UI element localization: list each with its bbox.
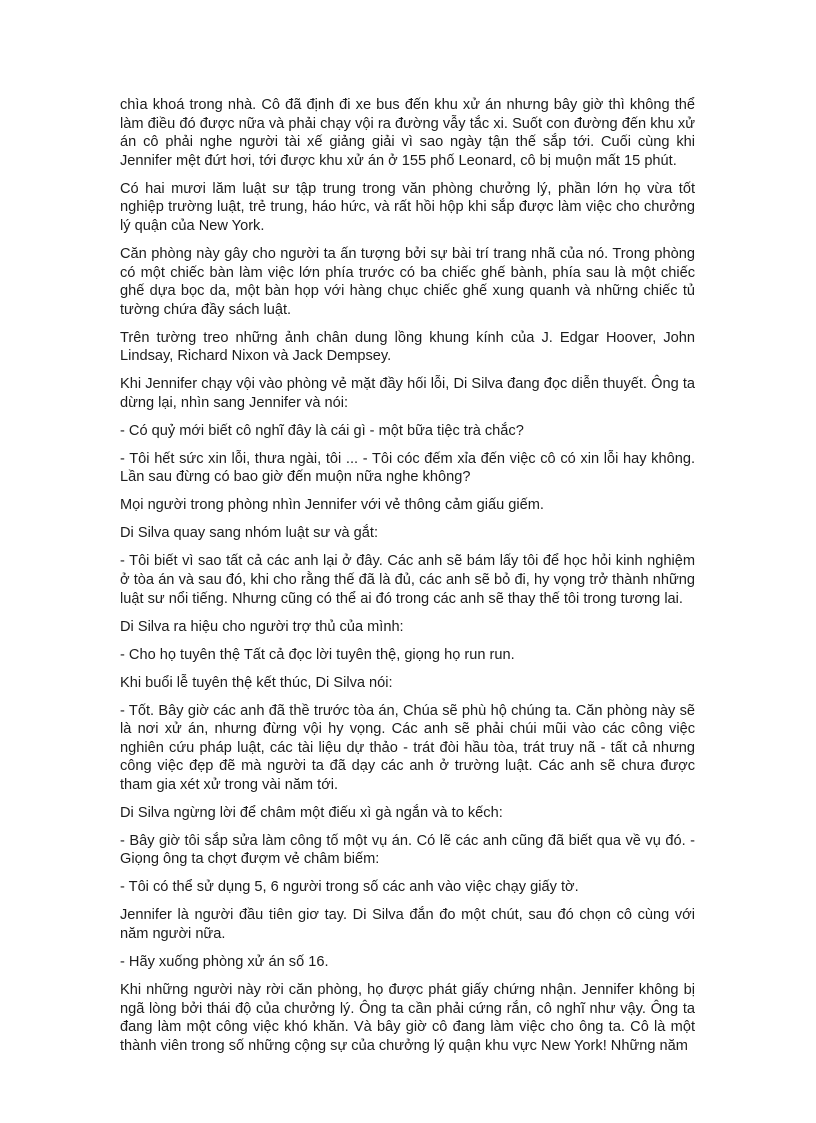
paragraph: Căn phòng này gây cho người ta ấn tượng bởi sự bài trí trang nhã của nó. Trong phòng có một chiếc bàn làm việc lớn phía trước có ba chiếc ghế bành, phía sau là một chiếc ghế dựa bọc da, một bàn họp với hàng chục chiếc ghế xung quanh và những chiếc tủ tường chứa đầy sách luật. bbox=[120, 245, 695, 318]
paragraph: - Tôi hết sức xin lỗi, thưa ngài, tôi ... - Tôi cóc đếm xỉa đến việc cô có xin lỗi hay không. Lần sau đừng có bao giờ đến muộn nữa nghe không? bbox=[120, 450, 695, 486]
paragraph: Jennifer là người đầu tiên giơ tay. Di Silva đắn đo một chút, sau đó chọn cô cùng với năm người nữa. bbox=[120, 907, 695, 943]
paragraph: Di Silva ra hiệu cho người trợ thủ của mình: bbox=[120, 618, 404, 635]
paragraph: - Tôi biết vì sao tất cả các anh lại ở đây. Các anh sẽ bám lấy tôi để học hỏi kinh nghiệm ở tòa án và sau đó, khi cho rằng thế đã là đủ, các anh sẽ bỏ đi, hy vọng trở thành những luật sư nổi tiếng. Nhưng cũng có thể ai đó trong các anh sẽ thay thế tôi trong tương lai. bbox=[120, 553, 695, 607]
paragraph: Khi những người này rời căn phòng, họ được phát giấy chứng nhận. Jennifer không bị ngã lòng bởi thái độ của chưởng lý. Ông ta cần phải cứng rắn, cô nghĩ như vậy. Ông ta đang làm một công việc khó khăn. Và bây giờ cô đang làm việc cho ông ta. Cô là một thành viên trong số những cộng sự của chưởng lý quận khu vực New York! Những năm bbox=[120, 981, 695, 1054]
paragraph: Trên tường treo những ảnh chân dung lồng khung kính của J. Edgar Hoover, John Lindsay, Richard Nixon và Jack Dempsey. bbox=[120, 329, 695, 365]
paragraph: Di Silva ngừng lời để châm một điếu xì gà ngắn và to kếch: bbox=[120, 804, 503, 821]
paragraph: Khi Jennifer chạy vội vào phòng vẻ mặt đầy hối lỗi, Di Silva đang đọc diễn thuyết. Ông ta dừng lại, nhìn sang Jennifer và nói: bbox=[120, 376, 695, 411]
paragraph: - Hãy xuống phòng xử án số 16. bbox=[120, 954, 329, 970]
paragraph: - Tôi có thể sử dụng 5, 6 người trong số các anh vào việc chạy giấy tờ. bbox=[120, 879, 579, 896]
paragraph: - Bây giờ tôi sắp sửa làm công tố một vụ án. Có lẽ các anh cũng đã biết qua về vụ đó. - Giọng ông ta chợt đượm vẻ châm biếm: bbox=[120, 832, 695, 868]
paragraph: - Cho họ tuyên thệ Tất cả đọc lời tuyên thệ, giọng họ run run. bbox=[120, 646, 515, 663]
paragraph: Khi buổi lễ tuyên thệ kết thúc, Di Silva nói: bbox=[120, 674, 393, 691]
paragraph: - Tốt. Bây giờ các anh đã thề trước tòa án, Chúa sẽ phù hộ chúng ta. Căn phòng này sẽ là nơi xử án, nhưng đừng vội hy vọng. Các anh sẽ phải chúi mũi vào các công việc nghiên cứu pháp luật, các tài liệu dự thảo - trát đòi hầu tòa, trát truy nã - tất cả nhưng công việc đẹp đẽ mà người ta đã dạy các anh ở trường luật. Các anh sẽ chưa được tham gia xét xử trong vài năm tới. bbox=[120, 702, 695, 793]
paragraph: Có hai mươi lăm luật sư tập trung trong văn phòng chưởng lý, phần lớn họ vừa tốt nghiệp trường luật, trẻ trung, háo hức, và rất hồi hộp khi sắp được làm việc cho chưởng lý quận của New York. bbox=[120, 180, 695, 234]
paragraph: Mọi người trong phòng nhìn Jennifer với vẻ thông cảm giấu giếm. bbox=[120, 497, 544, 514]
paragraph: chìa khoá trong nhà. Cô đã định đi xe bus đến khu xử án nhưng bây giờ thì không thể làm điều đó được nữa và phải chạy vội ra đường vẫy tắc xi. Suốt con đường đến khu xử án cô phải nghe người tài xế giảng giải vì sao ngày tận thế sắp tới. Cuối cùng khi Jennifer mệt đứt hơi, tới được khu xử án ở 155 phố Leonard, cô bị muộn mất 15 phút. bbox=[120, 97, 695, 169]
document-page bbox=[120, 96, 695, 1065]
paragraph: Di Silva quay sang nhóm luật sư và gắt: bbox=[120, 525, 378, 542]
paragraph: - Có quỷ mới biết cô nghĩ đây là cái gì - một bữa tiệc trà chắc? bbox=[120, 422, 524, 439]
